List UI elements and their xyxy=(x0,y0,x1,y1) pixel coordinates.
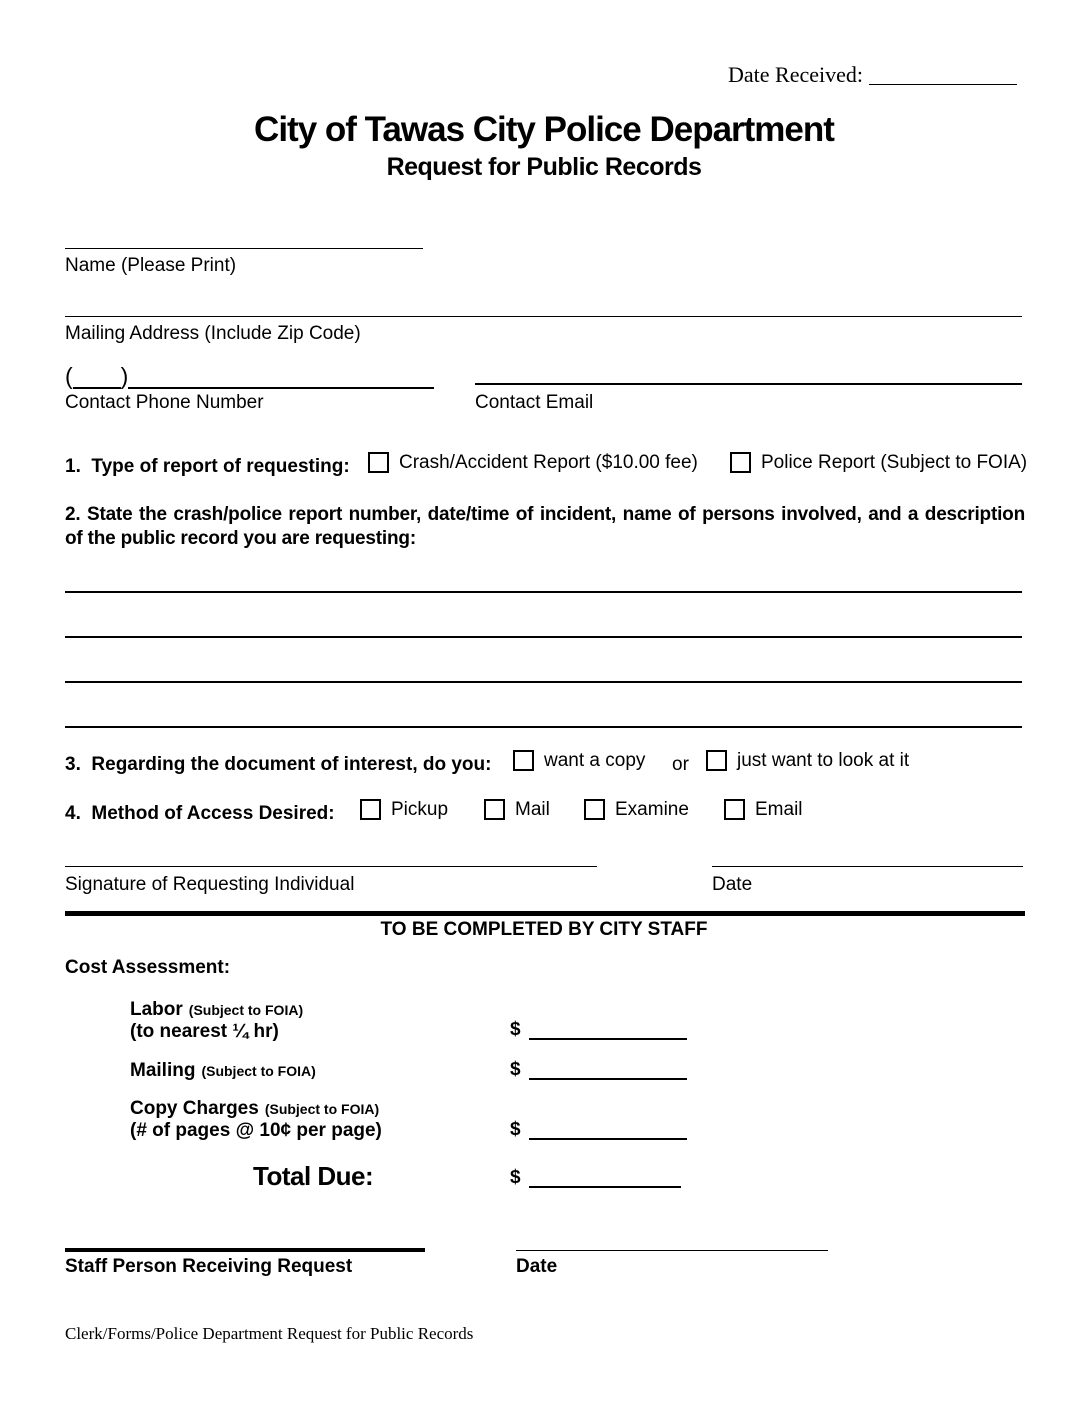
signature-label: Signature of Requesting Individual xyxy=(65,874,355,895)
cost-assessment-label: Cost Assessment: xyxy=(65,957,231,978)
phone-open-paren: ( xyxy=(65,363,73,389)
just-look-checkbox[interactable] xyxy=(706,750,727,771)
copy-charges-label: Copy Charges xyxy=(130,1098,259,1119)
labor-label: Labor xyxy=(130,999,183,1020)
mailing-amount-field[interactable] xyxy=(510,1059,687,1081)
q2-label: 2. State the crash/police report number, date/time of incident, name of persons involved, and a description of the public record you are requesting: xyxy=(65,504,1025,549)
labor-amount-field[interactable] xyxy=(510,1019,687,1041)
mail-checkbox[interactable] xyxy=(484,799,505,820)
total-due-currency: $ xyxy=(510,1167,521,1188)
mailing-address-line[interactable] xyxy=(65,316,1022,317)
date-received-row xyxy=(728,62,1017,88)
checkbox-option-examine[interactable] xyxy=(584,799,689,820)
checkbox-option-crash-accident-report[interactable] xyxy=(368,452,698,473)
checkbox-option-police-report[interactable] xyxy=(730,452,1027,473)
signature-line[interactable] xyxy=(65,866,597,867)
request-detail-line-1[interactable] xyxy=(65,591,1022,593)
mailing-currency: $ xyxy=(510,1059,521,1080)
email-label: Contact Email xyxy=(475,392,594,413)
phone-line[interactable] xyxy=(128,387,434,389)
copy-charges-row-label xyxy=(130,1098,382,1141)
q3-label: 3. Regarding the document of interest, do you: xyxy=(65,754,492,775)
checkbox-option-want-a-copy[interactable] xyxy=(513,750,645,771)
copy-charges-currency: $ xyxy=(510,1119,521,1140)
name-label: Name (Please Print) xyxy=(65,255,237,276)
pickup-label: Pickup xyxy=(391,799,449,820)
q4-label: 4. Method of Access Desired: xyxy=(65,803,335,824)
staff-person-label: Staff Person Receiving Request xyxy=(65,1256,353,1277)
pickup-checkbox[interactable] xyxy=(360,799,381,820)
request-detail-line-3[interactable] xyxy=(65,681,1022,683)
staff-date-line[interactable] xyxy=(516,1250,828,1251)
phone-label: Contact Phone Number xyxy=(65,392,264,413)
phone-field[interactable] xyxy=(65,363,434,390)
mailing-row-label xyxy=(130,1060,316,1082)
police-report-checkbox[interactable] xyxy=(730,452,751,473)
email-option-label: Email xyxy=(755,799,803,820)
labor-sub-label: (to nearest ¼ hr) xyxy=(130,1021,279,1042)
request-detail-line-2[interactable] xyxy=(65,636,1022,638)
crash-accident-report-checkbox[interactable] xyxy=(368,452,389,473)
total-due-amount-line[interactable] xyxy=(529,1186,681,1188)
page-title: City of Tawas City Police Department xyxy=(254,110,834,149)
examine-label: Examine xyxy=(615,799,689,820)
labor-row-label xyxy=(130,999,303,1042)
checkbox-option-just-look[interactable] xyxy=(706,750,909,771)
just-look-label: just want to look at it xyxy=(737,750,910,771)
signature-date-line[interactable] xyxy=(712,866,1023,867)
staff-date-label: Date xyxy=(516,1256,558,1277)
examine-checkbox[interactable] xyxy=(584,799,605,820)
staff-person-line[interactable] xyxy=(65,1248,425,1252)
phone-close-paren: ) xyxy=(120,363,129,389)
mailing-cost-label: Mailing xyxy=(130,1060,196,1081)
mailing-amount-line[interactable] xyxy=(529,1078,687,1080)
q3-conjunction: or xyxy=(672,754,689,775)
total-due-amount-field[interactable] xyxy=(510,1167,681,1189)
labor-currency: $ xyxy=(510,1019,521,1040)
checkbox-option-email[interactable] xyxy=(724,799,803,820)
mail-label: Mail xyxy=(515,799,550,820)
want-a-copy-checkbox[interactable] xyxy=(513,750,534,771)
copy-charges-sub-label: (# of pages @ 10¢ per page) xyxy=(130,1120,382,1141)
email-line[interactable] xyxy=(475,383,1022,385)
page-subtitle: Request for Public Records xyxy=(386,153,702,181)
area-code-line[interactable] xyxy=(73,387,121,389)
copy-charges-foia-note: (Subject to FOIA) xyxy=(264,1101,380,1117)
checkbox-option-mail[interactable] xyxy=(484,799,550,820)
request-detail-line-4[interactable] xyxy=(65,726,1022,728)
mailing-address-label: Mailing Address (Include Zip Code) xyxy=(65,323,361,344)
labor-amount-line[interactable] xyxy=(529,1038,687,1040)
footer-text: Clerk/Forms/Police Department Request for Public Records xyxy=(65,1324,474,1343)
copy-charges-amount-line[interactable] xyxy=(529,1138,687,1140)
q1-label: 1. Type of report of requesting: xyxy=(65,456,350,477)
name-line[interactable] xyxy=(65,248,423,249)
crash-accident-report-label: Crash/Accident Report ($10.00 fee) xyxy=(399,452,698,473)
mailing-foia-note: (Subject to FOIA) xyxy=(201,1063,316,1079)
total-due-label: Total Due: xyxy=(253,1161,374,1191)
police-report-label: Police Report (Subject to FOIA) xyxy=(761,452,1028,473)
signature-date-label: Date xyxy=(712,874,753,895)
copy-charges-amount-field[interactable] xyxy=(510,1119,687,1141)
labor-foia-note: (Subject to FOIA) xyxy=(188,1002,304,1018)
want-a-copy-label: want a copy xyxy=(544,750,646,771)
date-received-label: Date Received: xyxy=(728,62,863,87)
staff-section-banner: TO BE COMPLETED BY CITY STAFF xyxy=(380,919,708,940)
email-checkbox[interactable] xyxy=(724,799,745,820)
checkbox-option-pickup[interactable] xyxy=(360,799,448,820)
date-received-line[interactable] xyxy=(869,84,1017,85)
staff-section-divider xyxy=(65,911,1025,916)
